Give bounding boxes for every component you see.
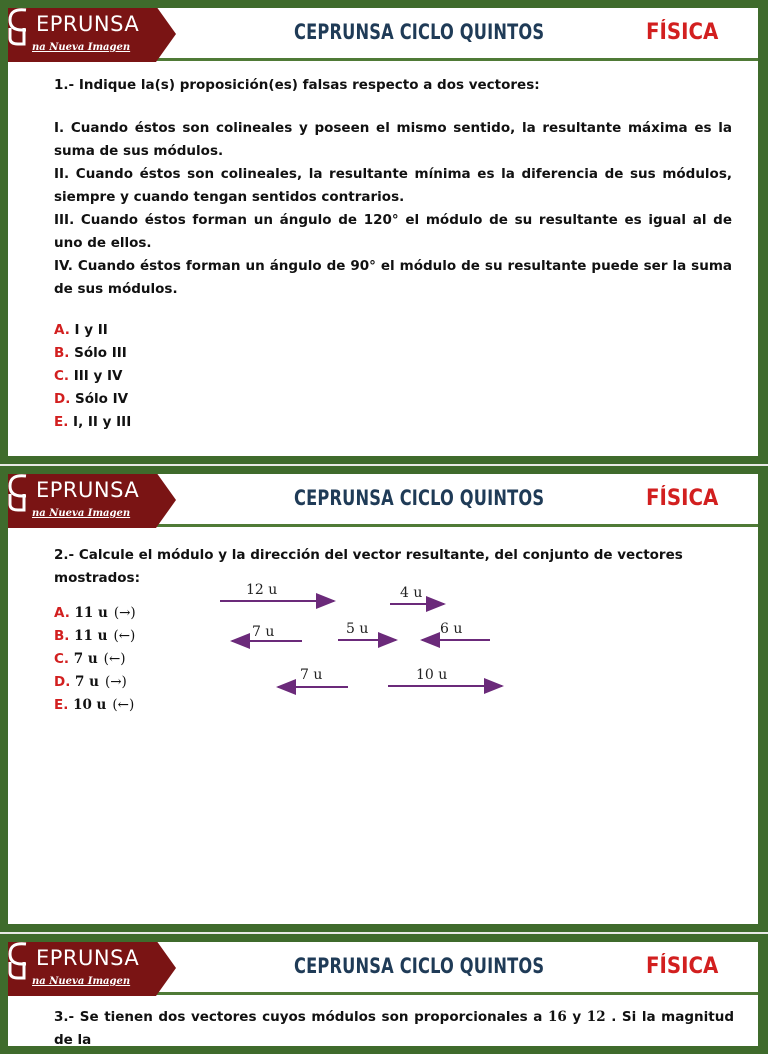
logo-tagline: na Nueva Imagen	[32, 508, 131, 519]
question-3-body	[54, 1006, 734, 1046]
option-value: 11 u	[74, 605, 108, 621]
vector-label: 5 u	[346, 621, 369, 637]
option-letter: D.	[54, 674, 71, 690]
ceprunsa-logo	[8, 942, 178, 996]
option-text: Sólo III	[69, 345, 127, 361]
option-value: 7 u	[73, 651, 98, 667]
proposition-ii: II. Cuando éstos son colineales, la resultante mínima es la diferencia de sus módulos, siempre y cuando tengan sentidos contrarios.	[54, 166, 732, 205]
vector-label: 12 u	[246, 582, 278, 598]
question-card-2-inner	[8, 474, 758, 924]
ceprunsa-logo	[8, 474, 178, 528]
option-a[interactable]	[54, 319, 732, 342]
option-letter: B.	[54, 628, 70, 644]
option-text: Sólo IV	[70, 391, 129, 407]
option-letter: A.	[54, 605, 70, 621]
option-e[interactable]	[54, 411, 732, 434]
option-direction: (←)	[112, 697, 135, 713]
question-card-3-inner	[8, 942, 758, 1046]
option-letter: D.	[54, 391, 71, 407]
option-d[interactable]	[54, 388, 732, 411]
option-letter: B.	[54, 345, 70, 361]
course-title: CEPRUNSA CICLO QUINTOS	[294, 486, 545, 510]
vector-diagram	[212, 578, 532, 698]
proposition-iii: III. Cuando éstos forman un ángulo de 120° el módulo de su resultante es igual al de uno de ellos.	[54, 212, 732, 251]
subject-label: FÍSICA	[646, 486, 719, 511]
option-c[interactable]	[54, 365, 732, 388]
option-letter: C.	[54, 368, 70, 384]
proposition-i: I. Cuando éstos son colineales y poseen el mismo sentido, la resultante máxima es la suma de sus módulos.	[54, 120, 732, 159]
subject-label: FÍSICA	[646, 20, 719, 45]
question-card-2	[0, 466, 768, 932]
question-1-body	[54, 74, 732, 434]
question-3-value-a: 16	[548, 1009, 567, 1025]
vector-label: 7 u	[300, 667, 323, 683]
option-value: 7 u	[75, 674, 99, 690]
option-letter: E.	[54, 697, 69, 713]
ceprunsa-logo	[8, 8, 178, 62]
option-letter: E.	[54, 414, 69, 430]
logo-tagline: na Nueva Imagen	[32, 42, 131, 53]
option-direction: (←)	[103, 651, 126, 667]
vector-label: 10 u	[416, 667, 448, 683]
vector-label: 7 u	[252, 624, 275, 640]
option-value: 11 u	[74, 628, 108, 644]
card-header	[8, 474, 758, 527]
logo-monogram-icon	[8, 942, 32, 980]
option-text: I, II y III	[68, 414, 132, 430]
question-3-text-start: 3.- Se tienen dos vectores cuyos módulos son proporcionales a	[54, 1009, 543, 1025]
option-direction: (→)	[113, 605, 136, 621]
logo-monogram-icon	[8, 8, 32, 46]
option-direction: (←)	[113, 628, 136, 644]
question-card-1	[0, 0, 768, 464]
question-card-3	[0, 934, 768, 1054]
logo-monogram-icon	[8, 474, 32, 512]
subject-label: FÍSICA	[646, 954, 719, 979]
card-header	[8, 942, 758, 995]
card-header	[8, 8, 758, 61]
question-3-title	[54, 1006, 734, 1046]
option-text: III y IV	[69, 368, 123, 384]
course-title: CEPRUNSA CICLO QUINTOS	[294, 20, 545, 44]
question-3-text-end: . Si la magnitud de la	[54, 1009, 734, 1046]
option-text: I y II	[69, 322, 108, 338]
course-title: CEPRUNSA CICLO QUINTOS	[294, 954, 545, 978]
question-2-title: 2.- Calcule el módulo y la dirección del vector resultante, del conjunto de vectores mostrados:	[54, 547, 683, 586]
vector-label: 4 u	[400, 585, 423, 601]
question-card-1-inner	[8, 8, 758, 456]
question-1-title: 1.- Indique la(s) proposición(es) falsas respecto a dos vectores:	[54, 77, 540, 93]
question-1-options	[54, 319, 732, 434]
question-3-value-b: 12	[586, 1009, 606, 1025]
option-letter: A.	[54, 322, 70, 338]
logo-wordmark: EPRUNSA	[36, 478, 140, 502]
option-value: 10 u	[73, 697, 107, 713]
logo-tagline: na Nueva Imagen	[32, 976, 131, 987]
option-direction: (→)	[104, 674, 127, 690]
question-3-join: y	[572, 1009, 582, 1025]
option-b[interactable]	[54, 342, 732, 365]
proposition-iv: IV. Cuando éstos forman un ángulo de 90° el módulo de su resultante puede ser la suma de sus módulos.	[54, 258, 732, 297]
logo-wordmark: EPRUNSA	[36, 12, 140, 36]
logo-wordmark: EPRUNSA	[36, 946, 140, 970]
option-letter: C.	[54, 651, 70, 667]
vector-label: 6 u	[440, 621, 463, 637]
